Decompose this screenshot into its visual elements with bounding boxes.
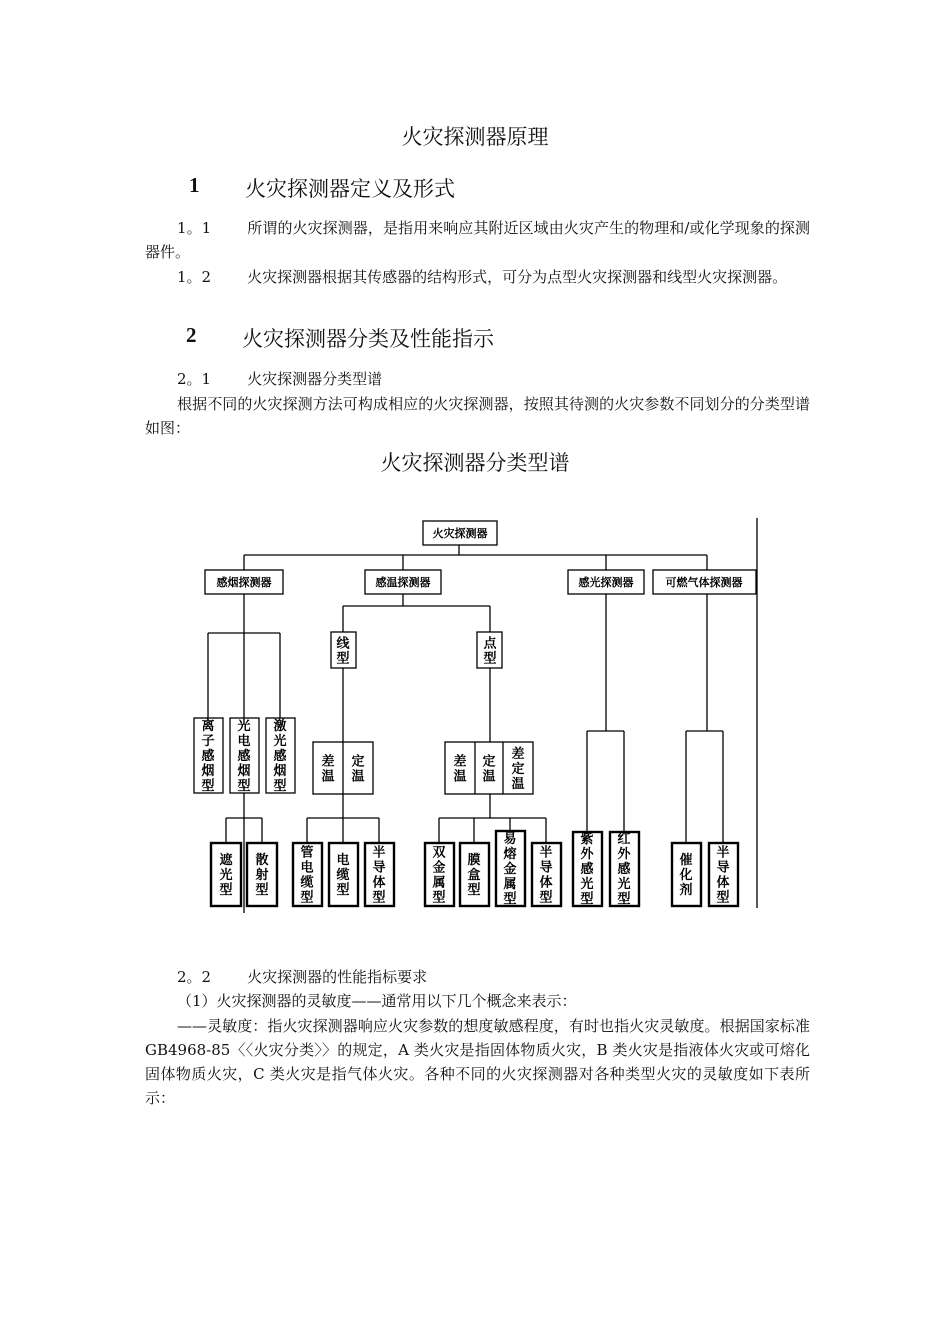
section-2-number: 2 xyxy=(186,323,197,347)
paragraph-2-2-1: （1）火灾探测器的灵敏度——通常用以下几个概念来表示： xyxy=(177,992,577,1010)
node-point-mode-fixed-label: 定温 xyxy=(482,754,496,785)
node-line-mode-diff-label: 差温 xyxy=(321,754,335,785)
node-catalytic-label: 催化剂 xyxy=(679,853,693,898)
node-root-label: 火灾探测器 xyxy=(432,527,488,540)
paragraph-2-2-text: 火灾探测器的性能指标要求 xyxy=(247,968,428,986)
node-point-type-label: 点型 xyxy=(483,636,497,667)
paragraph-1-1-text: 所谓的火灾探测器，是指用来响应其附近区域由火灾产生的物理和/或化学现象的探测器件。 xyxy=(145,219,810,261)
node-ultraviolet-label: 紫外感光型 xyxy=(580,832,594,907)
paragraph-1-2-number: 1。2 xyxy=(177,268,212,286)
paragraph-2-1-number: 2。1 xyxy=(177,370,212,388)
diagram-title: 火灾探测器分类型谱 xyxy=(380,451,570,475)
node-line-semiconductor-label: 半导体型 xyxy=(372,845,386,906)
node-gas-detector-label: 可燃气体探测器 xyxy=(665,576,743,589)
node-smoke-detector xyxy=(205,570,283,594)
section-1-title: 火灾探测器定义及形式 xyxy=(245,177,455,201)
node-line-mode-fixed-label: 定温 xyxy=(351,754,365,785)
node-scattering-label: 散射型 xyxy=(255,853,269,898)
node-gas-semiconductor-label: 半导体型 xyxy=(716,845,730,906)
paragraph-2-2-2-text: ——灵敏度：指火灾探测器响应火灾参数的想度敏感程度，有时也指火灾灵敏度。根据国家标准 GB4968-85〈〈火灾分类〉〉的规定，A 类火灾是指固体物质火灾，B 类火灾是指液体火灾或可熔化固体物质火灾，C 类火灾是指气体火灾。各种不同的火灾探测器对各种类型火灾的灵敏度如下表所示： xyxy=(145,1017,810,1107)
node-diaphragm-label: 膜盒型 xyxy=(467,853,481,898)
node-point-mode-difffixed-label: 差定温 xyxy=(511,747,525,792)
paragraph-1-2-text: 火灾探测器根据其传感器的结构形式，可分为点型火灾探测器和线型火灾探测器。 xyxy=(247,268,788,286)
node-laser-smoke-label: 激光感烟型 xyxy=(273,719,287,794)
node-ionization-smoke-label: 离子感烟型 xyxy=(201,719,215,794)
page-title: 火灾探测器原理 xyxy=(401,125,549,149)
node-tube-cable-label: 管电缆型 xyxy=(300,845,314,906)
section-2-title: 火灾探测器分类及性能指示 xyxy=(242,327,494,351)
node-point-semiconductor-label: 半导体型 xyxy=(539,845,553,906)
node-cable-label: 电缆型 xyxy=(336,853,350,898)
node-gas-detector xyxy=(653,570,756,594)
paragraph-2-1-text: 火灾探测器分类型谱 xyxy=(247,370,383,388)
node-light-detector-label: 感光探测器 xyxy=(578,576,634,589)
paragraph-2-2-2 xyxy=(145,1014,810,1110)
node-fusible-metal-label: 易熔金属型 xyxy=(503,832,517,907)
node-infrared-label: 红外感光型 xyxy=(617,832,631,907)
node-light-detector xyxy=(568,570,644,594)
node-heat-detector xyxy=(365,570,441,594)
node-line-type-label: 线型 xyxy=(336,636,350,667)
paragraph-1-1-number: 1。1 xyxy=(177,219,212,237)
paragraph-2-2-heading xyxy=(177,966,427,987)
node-point-mode-diff-label: 差温 xyxy=(453,754,467,785)
section-1-number: 1 xyxy=(189,173,200,197)
node-bimetal-label: 双金属型 xyxy=(432,845,446,906)
node-root xyxy=(423,521,497,545)
node-smoke-detector-label: 感烟探测器 xyxy=(216,576,272,589)
node-photoelectric-smoke-label: 光电感烟型 xyxy=(237,719,251,794)
node-obscuration-label: 遮光型 xyxy=(219,853,233,898)
paragraph-2-1-body-text: 根据不同的火灾探测方法可构成相应的火灾探测器，按照其待测的火灾参数不同划分的分类型谱如图： xyxy=(145,395,810,437)
paragraph-2-2-number: 2。2 xyxy=(177,968,212,986)
node-heat-detector-label: 感温探测器 xyxy=(375,576,431,589)
